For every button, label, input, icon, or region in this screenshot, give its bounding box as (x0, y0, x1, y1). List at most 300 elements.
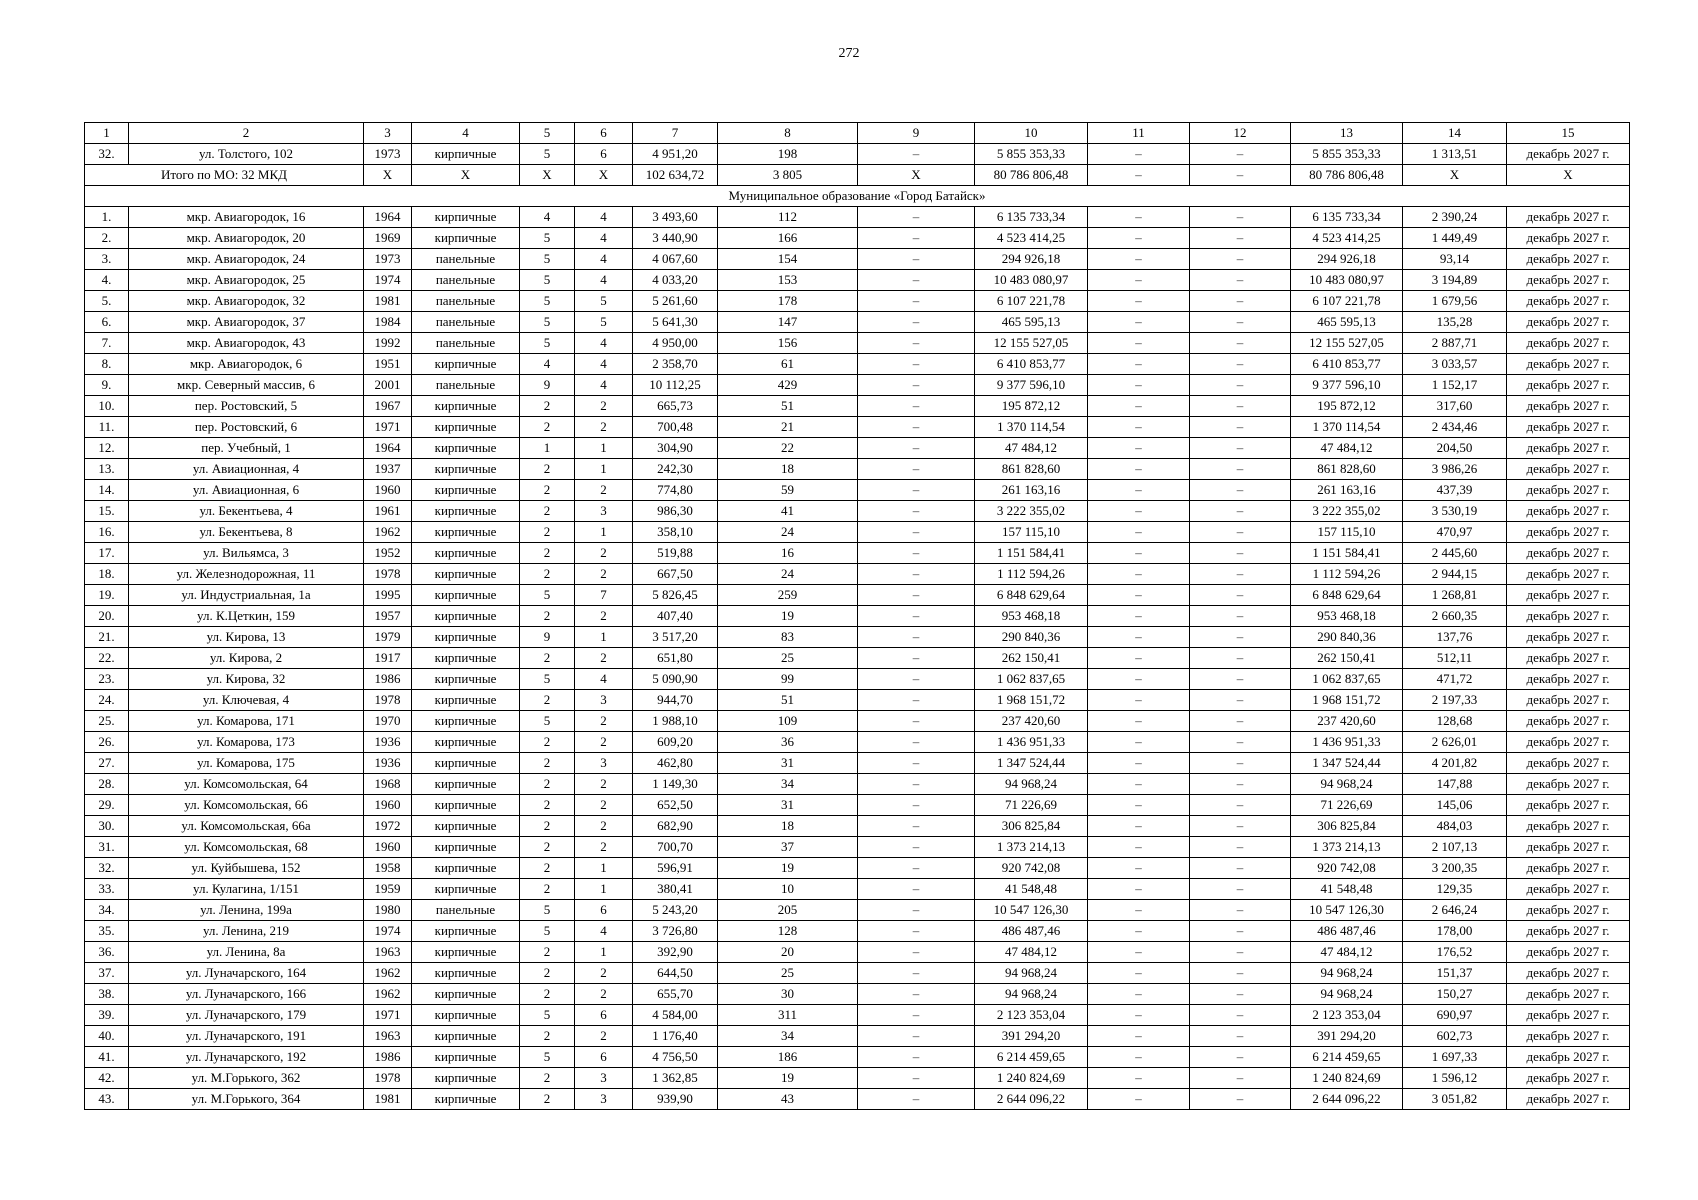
cell-entrances: 1 (575, 879, 633, 900)
cell-unit-cost: 1 596,12 (1403, 1068, 1507, 1089)
cell-row-number: 34. (85, 900, 129, 921)
cell-floors: 2 (520, 480, 575, 501)
cell-area: 1 176,40 (633, 1026, 718, 1047)
cell-cost-col-11: – (1088, 438, 1190, 459)
cell-total-cost: 1 112 594,26 (975, 564, 1088, 585)
cell-total-cost: 1 436 951,33 (975, 732, 1088, 753)
cell-cost-col-9: – (858, 816, 975, 837)
cell-cost-col-9: – (858, 648, 975, 669)
table-row (85, 585, 1630, 606)
cell-cost-col-12: – (1190, 501, 1291, 522)
cell-entrances: 3 (575, 1089, 633, 1110)
cell-cost-col-9: – (858, 564, 975, 585)
cell-total-cost: 290 840,36 (975, 627, 1088, 648)
cell-cost-col-11: – (1088, 837, 1190, 858)
cell-address: мкр. Авиагородок, 16 (129, 207, 364, 228)
table-row (85, 900, 1630, 921)
page-number: 272 (838, 46, 860, 61)
cell-row-number: 6. (85, 312, 129, 333)
cell-build-year: 1967 (364, 396, 412, 417)
cell-deadline: декабрь 2027 г. (1507, 795, 1630, 816)
cell-deadline: декабрь 2027 г. (1507, 732, 1630, 753)
cell-total-cost: 12 155 527,05 (975, 333, 1088, 354)
cell-deadline: декабрь 2027 г. (1507, 312, 1630, 333)
cell-cost-col-9: – (858, 1026, 975, 1047)
cell-build-year: 1964 (364, 207, 412, 228)
cell-cost-col-12: – (1190, 249, 1291, 270)
table-row (85, 711, 1630, 732)
cell-cost-col-9: – (858, 291, 975, 312)
table-row (85, 333, 1630, 354)
cell-row-number: 18. (85, 564, 129, 585)
cell-address: ул. Комарова, 173 (129, 732, 364, 753)
cell-cost-col-13: 71 226,69 (1291, 795, 1403, 816)
cell-unit-cost: 129,35 (1403, 879, 1507, 900)
cell-row-number: 1. (85, 207, 129, 228)
cell-wall-material: кирпичные (412, 921, 520, 942)
cell-wall-material: кирпичные (412, 396, 520, 417)
cell-cost-col-11: – (1088, 207, 1190, 228)
cell-area: 358,10 (633, 522, 718, 543)
cell-total-cost: 10 483 080,97 (975, 270, 1088, 291)
cell-cost-col-11: – (1088, 606, 1190, 627)
cell-cost-col-13: 6 135 733,34 (1291, 207, 1403, 228)
cell-entrances: 2 (575, 795, 633, 816)
cell-floors: 5 (520, 291, 575, 312)
cell-cost-col-11: – (1088, 690, 1190, 711)
cell-address: мкр. Авиагородок, 32 (129, 291, 364, 312)
cell-residents: 8 (718, 123, 858, 144)
cell-total-cost: 47 484,12 (975, 942, 1088, 963)
cell-address: пер. Ростовский, 5 (129, 396, 364, 417)
cell-address: мкр. Северный массив, 6 (129, 375, 364, 396)
cell-cost-col-9: – (858, 1047, 975, 1068)
cell-wall-material: панельные (412, 270, 520, 291)
cell-address: ул. Авиационная, 4 (129, 459, 364, 480)
cell-cost-col-11: – (1088, 564, 1190, 585)
cell-total-cost: 1 151 584,41 (975, 543, 1088, 564)
table-row (85, 963, 1630, 984)
cell-cost-col-9: – (858, 438, 975, 459)
cell-row-number: 38. (85, 984, 129, 1005)
cell-floors: 5 (520, 669, 575, 690)
cell-entrances: 4 (575, 270, 633, 291)
total-cell-cost-col-12: – (1190, 165, 1291, 186)
table-row (85, 207, 1630, 228)
cell-cost-col-9: – (858, 501, 975, 522)
cell-cost-col-9: – (858, 270, 975, 291)
cell-build-year: 1959 (364, 879, 412, 900)
cell-residents: 16 (718, 543, 858, 564)
cell-entrances: 3 (575, 690, 633, 711)
cell-cost-col-13: 3 222 355,02 (1291, 501, 1403, 522)
cell-cost-col-9: 9 (858, 123, 975, 144)
cell-residents: 153 (718, 270, 858, 291)
cell-residents: 34 (718, 1026, 858, 1047)
table-row (85, 837, 1630, 858)
cell-residents: 30 (718, 984, 858, 1005)
cell-cost-col-13: 2 123 353,04 (1291, 1005, 1403, 1026)
cell-build-year: 1936 (364, 753, 412, 774)
cell-cost-col-9: – (858, 249, 975, 270)
cell-residents: 99 (718, 669, 858, 690)
cell-address: ул. Авиационная, 6 (129, 480, 364, 501)
cell-unit-cost: 2 626,01 (1403, 732, 1507, 753)
cell-unit-cost: 151,37 (1403, 963, 1507, 984)
cell-entrances: 1 (575, 858, 633, 879)
cell-cost-col-9: – (858, 753, 975, 774)
cell-cost-col-13: 465 595,13 (1291, 312, 1403, 333)
cell-residents: 25 (718, 648, 858, 669)
total-cell-floors: X (520, 165, 575, 186)
cell-cost-col-12: – (1190, 375, 1291, 396)
cell-cost-col-13: 12 155 527,05 (1291, 333, 1403, 354)
cell-residents: 19 (718, 1068, 858, 1089)
cell-cost-col-9: – (858, 900, 975, 921)
cell-cost-col-11: – (1088, 648, 1190, 669)
cell-wall-material: кирпичные (412, 753, 520, 774)
cell-area: 4 951,20 (633, 144, 718, 165)
cell-deadline: декабрь 2027 г. (1507, 606, 1630, 627)
cell-residents: 31 (718, 795, 858, 816)
cell-entrances: 1 (575, 522, 633, 543)
cell-build-year: 1958 (364, 858, 412, 879)
cell-wall-material: панельные (412, 312, 520, 333)
cell-floors: 2 (520, 1089, 575, 1110)
cell-cost-col-13: 1 240 824,69 (1291, 1068, 1403, 1089)
cell-area: 652,50 (633, 795, 718, 816)
cell-cost-col-12: – (1190, 207, 1291, 228)
cell-build-year: 1937 (364, 459, 412, 480)
cell-cost-col-9: – (858, 1068, 975, 1089)
cell-build-year: 1981 (364, 291, 412, 312)
cell-floors: 2 (520, 1068, 575, 1089)
housing-register-table (84, 122, 1630, 1110)
cell-floors: 2 (520, 417, 575, 438)
cell-address: пер. Учебный, 1 (129, 438, 364, 459)
cell-build-year: 1995 (364, 585, 412, 606)
total-cell-area: 102 634,72 (633, 165, 718, 186)
cell-row-number: 27. (85, 753, 129, 774)
table-row (85, 459, 1630, 480)
cell-cost-col-13: 10 483 080,97 (1291, 270, 1403, 291)
cell-wall-material: кирпичные (412, 648, 520, 669)
cell-row-number: 8. (85, 354, 129, 375)
cell-cost-col-9: – (858, 585, 975, 606)
cell-cost-col-12: – (1190, 1005, 1291, 1026)
cell-cost-col-13: 157 115,10 (1291, 522, 1403, 543)
cell-row-number: 7. (85, 333, 129, 354)
cell-build-year: 1984 (364, 312, 412, 333)
cell-unit-cost: 1 697,33 (1403, 1047, 1507, 1068)
table-row (85, 354, 1630, 375)
cell-area: 304,90 (633, 438, 718, 459)
cell-build-year: 3 (364, 123, 412, 144)
cell-area: 4 756,50 (633, 1047, 718, 1068)
cell-wall-material: кирпичные (412, 417, 520, 438)
cell-row-number: 36. (85, 942, 129, 963)
cell-address: ул. Ленина, 199а (129, 900, 364, 921)
cell-total-cost: 4 523 414,25 (975, 228, 1088, 249)
cell-deadline: декабрь 2027 г. (1507, 921, 1630, 942)
cell-total-cost: 94 968,24 (975, 774, 1088, 795)
cell-entrances: 4 (575, 333, 633, 354)
cell-entrances: 2 (575, 606, 633, 627)
total-cell-cost-col-13: 80 786 806,48 (1291, 165, 1403, 186)
cell-build-year: 1960 (364, 795, 412, 816)
cell-cost-col-11: – (1088, 753, 1190, 774)
section-title: Муниципальное образование «Город Батайск» (85, 186, 1630, 207)
table-row (85, 1047, 1630, 1068)
cell-area: 1 988,10 (633, 711, 718, 732)
cell-row-number: 42. (85, 1068, 129, 1089)
cell-deadline: декабрь 2027 г. (1507, 1026, 1630, 1047)
cell-cost-col-12: – (1190, 942, 1291, 963)
cell-build-year: 1969 (364, 228, 412, 249)
cell-row-number: 41. (85, 1047, 129, 1068)
cell-cost-col-11: – (1088, 270, 1190, 291)
cell-wall-material: кирпичные (412, 606, 520, 627)
cell-cost-col-12: – (1190, 669, 1291, 690)
cell-floors: 2 (520, 774, 575, 795)
table-row (85, 879, 1630, 900)
cell-total-cost: 262 150,41 (975, 648, 1088, 669)
cell-deadline: декабрь 2027 г. (1507, 522, 1630, 543)
cell-wall-material: кирпичные (412, 1089, 520, 1110)
cell-cost-col-13: 294 926,18 (1291, 249, 1403, 270)
cell-floors: 9 (520, 627, 575, 648)
cell-row-number: 24. (85, 690, 129, 711)
cell-cost-col-9: – (858, 459, 975, 480)
cell-cost-col-13: 9 377 596,10 (1291, 375, 1403, 396)
cell-entrances: 4 (575, 375, 633, 396)
cell-unit-cost: 14 (1403, 123, 1507, 144)
cell-total-cost: 237 420,60 (975, 711, 1088, 732)
cell-unit-cost: 3 194,89 (1403, 270, 1507, 291)
cell-entrances: 2 (575, 732, 633, 753)
total-cell-total-cost: 80 786 806,48 (975, 165, 1088, 186)
cell-area: 1 362,85 (633, 1068, 718, 1089)
cell-wall-material: кирпичные (412, 669, 520, 690)
cell-cost-col-13: 391 294,20 (1291, 1026, 1403, 1047)
cell-address: 2 (129, 123, 364, 144)
cell-total-cost: 6 107 221,78 (975, 291, 1088, 312)
cell-total-cost: 3 222 355,02 (975, 501, 1088, 522)
cell-row-number: 31. (85, 837, 129, 858)
cell-cost-col-11: – (1088, 1047, 1190, 1068)
table-row (85, 144, 1630, 165)
cell-cost-col-13: 10 547 126,30 (1291, 900, 1403, 921)
cell-entrances: 6 (575, 123, 633, 144)
cell-wall-material: кирпичные (412, 627, 520, 648)
cell-deadline: декабрь 2027 г. (1507, 291, 1630, 312)
cell-residents: 20 (718, 942, 858, 963)
cell-cost-col-13: 6 107 221,78 (1291, 291, 1403, 312)
cell-cost-col-13: 1 373 214,13 (1291, 837, 1403, 858)
cell-residents: 18 (718, 816, 858, 837)
cell-entrances: 4 (575, 228, 633, 249)
cell-area: 5 826,45 (633, 585, 718, 606)
cell-entrances: 3 (575, 1068, 633, 1089)
cell-floors: 2 (520, 396, 575, 417)
cell-entrances: 1 (575, 942, 633, 963)
cell-deadline: декабрь 2027 г. (1507, 354, 1630, 375)
cell-total-cost: 920 742,08 (975, 858, 1088, 879)
cell-address: ул. Комсомольская, 66 (129, 795, 364, 816)
cell-unit-cost: 470,97 (1403, 522, 1507, 543)
cell-deadline: декабрь 2027 г. (1507, 837, 1630, 858)
cell-row-number: 33. (85, 879, 129, 900)
cell-row-number: 32. (85, 858, 129, 879)
cell-deadline: декабрь 2027 г. (1507, 585, 1630, 606)
cell-unit-cost: 2 434,46 (1403, 417, 1507, 438)
cell-area: 10 112,25 (633, 375, 718, 396)
cell-wall-material: кирпичные (412, 774, 520, 795)
cell-build-year: 1970 (364, 711, 412, 732)
cell-entrances: 5 (575, 291, 633, 312)
cell-entrances: 6 (575, 144, 633, 165)
cell-wall-material: кирпичные (412, 522, 520, 543)
cell-deadline: декабрь 2027 г. (1507, 711, 1630, 732)
cell-entrances: 2 (575, 984, 633, 1005)
cell-build-year: 1978 (364, 1068, 412, 1089)
cell-deadline: декабрь 2027 г. (1507, 1089, 1630, 1110)
cell-cost-col-11: – (1088, 375, 1190, 396)
cell-deadline: декабрь 2027 г. (1507, 564, 1630, 585)
cell-cost-col-13: 1 968 151,72 (1291, 690, 1403, 711)
cell-wall-material: кирпичные (412, 1068, 520, 1089)
cell-cost-col-11: – (1088, 501, 1190, 522)
cell-cost-col-11: – (1088, 711, 1190, 732)
cell-residents: 186 (718, 1047, 858, 1068)
cell-floors: 5 (520, 1047, 575, 1068)
cell-row-number: 5. (85, 291, 129, 312)
cell-address: ул. Комсомольская, 64 (129, 774, 364, 795)
cell-cost-col-11: – (1088, 879, 1190, 900)
cell-residents: 311 (718, 1005, 858, 1026)
table-row (85, 795, 1630, 816)
cell-deadline: декабрь 2027 г. (1507, 753, 1630, 774)
cell-cost-col-9: – (858, 858, 975, 879)
cell-row-number: 14. (85, 480, 129, 501)
cell-entrances: 2 (575, 543, 633, 564)
cell-cost-col-12: – (1190, 648, 1291, 669)
cell-area: 651,80 (633, 648, 718, 669)
cell-cost-col-13: 1 151 584,41 (1291, 543, 1403, 564)
cell-build-year: 1980 (364, 900, 412, 921)
cell-deadline: декабрь 2027 г. (1507, 1047, 1630, 1068)
cell-cost-col-13: 920 742,08 (1291, 858, 1403, 879)
cell-row-number: 30. (85, 816, 129, 837)
cell-wall-material: кирпичные (412, 354, 520, 375)
table-row (85, 1068, 1630, 1089)
cell-build-year: 1960 (364, 480, 412, 501)
total-cell-cost-col-11: – (1088, 165, 1190, 186)
cell-residents: 205 (718, 900, 858, 921)
cell-address: ул. Кирова, 32 (129, 669, 364, 690)
cell-residents: 25 (718, 963, 858, 984)
cell-cost-col-12: – (1190, 228, 1291, 249)
cell-address: ул. Бекентьева, 4 (129, 501, 364, 522)
cell-cost-col-11: – (1088, 291, 1190, 312)
cell-area: 462,80 (633, 753, 718, 774)
cell-cost-col-11: – (1088, 459, 1190, 480)
total-cell-unit-cost: X (1403, 165, 1507, 186)
cell-total-cost: 1 062 837,65 (975, 669, 1088, 690)
cell-cost-col-13: 261 163,16 (1291, 480, 1403, 501)
cell-unit-cost: 1 268,81 (1403, 585, 1507, 606)
cell-residents: 83 (718, 627, 858, 648)
cell-residents: 154 (718, 249, 858, 270)
cell-deadline: декабрь 2027 г. (1507, 501, 1630, 522)
cell-unit-cost: 602,73 (1403, 1026, 1507, 1047)
cell-cost-col-11: – (1088, 396, 1190, 417)
cell-unit-cost: 3 986,26 (1403, 459, 1507, 480)
total-cell-cost-col-9: X (858, 165, 975, 186)
cell-unit-cost: 2 646,24 (1403, 900, 1507, 921)
cell-unit-cost: 471,72 (1403, 669, 1507, 690)
cell-cost-col-12: – (1190, 522, 1291, 543)
cell-deadline: декабрь 2027 г. (1507, 543, 1630, 564)
cell-area: 655,70 (633, 984, 718, 1005)
cell-cost-col-13: 1 370 114,54 (1291, 417, 1403, 438)
cell-cost-col-9: – (858, 144, 975, 165)
cell-area: 7 (633, 123, 718, 144)
cell-wall-material: панельные (412, 333, 520, 354)
cell-wall-material: кирпичные (412, 438, 520, 459)
cell-cost-col-11: – (1088, 144, 1190, 165)
cell-address: мкр. Авиагородок, 37 (129, 312, 364, 333)
cell-cost-col-12: – (1190, 417, 1291, 438)
cell-unit-cost: 178,00 (1403, 921, 1507, 942)
cell-floors: 2 (520, 459, 575, 480)
cell-address: ул. Комсомольская, 66а (129, 816, 364, 837)
cell-build-year: 1962 (364, 522, 412, 543)
cell-address: ул. Кирова, 2 (129, 648, 364, 669)
table-row (85, 312, 1630, 333)
total-cell-build-year: X (364, 165, 412, 186)
cell-address: мкр. Авиагородок, 20 (129, 228, 364, 249)
cell-entrances: 2 (575, 396, 633, 417)
cell-wall-material: панельные (412, 375, 520, 396)
cell-floors: 2 (520, 606, 575, 627)
cell-address: пер. Ростовский, 6 (129, 417, 364, 438)
cell-floors: 2 (520, 816, 575, 837)
cell-floors: 2 (520, 837, 575, 858)
cell-residents: 178 (718, 291, 858, 312)
cell-cost-col-13: 13 (1291, 123, 1403, 144)
cell-address: ул. Бекентьева, 8 (129, 522, 364, 543)
cell-wall-material: кирпичные (412, 984, 520, 1005)
cell-row-number: 37. (85, 963, 129, 984)
cell-unit-cost: 2 887,71 (1403, 333, 1507, 354)
cell-build-year: 1986 (364, 1047, 412, 1068)
cell-floors: 5 (520, 123, 575, 144)
cell-cost-col-9: – (858, 606, 975, 627)
cell-deadline: декабрь 2027 г. (1507, 690, 1630, 711)
cell-cost-col-13: 953 468,18 (1291, 606, 1403, 627)
table-body (85, 123, 1630, 1110)
cell-row-number: 10. (85, 396, 129, 417)
cell-entrances: 1 (575, 459, 633, 480)
cell-deadline: 15 (1507, 123, 1630, 144)
cell-cost-col-9: – (858, 354, 975, 375)
cell-cost-col-13: 1 347 524,44 (1291, 753, 1403, 774)
cell-cost-col-11: – (1088, 480, 1190, 501)
cell-unit-cost: 1 152,17 (1403, 375, 1507, 396)
cell-cost-col-11: – (1088, 627, 1190, 648)
cell-entrances: 2 (575, 711, 633, 732)
